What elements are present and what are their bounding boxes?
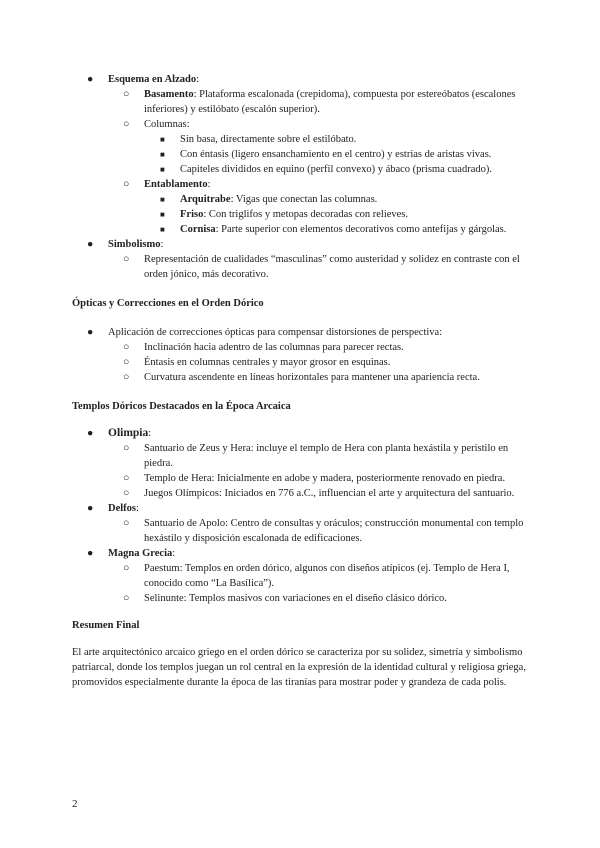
list-item-columnas — [108, 117, 528, 177]
list-item — [144, 147, 528, 162]
list-item-delfos — [72, 501, 528, 546]
list-item — [108, 370, 528, 385]
list-item — [144, 207, 528, 222]
bullet-square-icon: ■ — [160, 195, 165, 204]
bullet-square-icon: ■ — [160, 150, 165, 159]
list-item — [108, 561, 528, 591]
opticas-item-text: Curvatura ascendente en líneas horizontales para mantener una apariencia recta. — [144, 372, 480, 383]
olimpia-item-text: Santuario de Zeus y Hera: incluye el templo de Hera con planta hexástila y peristilo en piedra. — [144, 443, 509, 469]
list-item-basamento — [108, 87, 528, 117]
opticas-item-text: Inclinación hacia adentro de las columnas para parecer rectas. — [144, 342, 404, 353]
bullet-square-icon: ■ — [160, 165, 165, 174]
bullet-circle-icon: ○ — [123, 443, 130, 454]
columnas-item-text: Capiteles divididos en equino (perfil convexo) y ábaco (prisma cuadrado). — [180, 164, 492, 175]
arquitrabe-label: Arquitrabe — [180, 194, 231, 205]
simbolismo-text: Representación de cualidades “masculinas” como austeridad y solidez en contraste con el orden jónico, más decorativo. — [144, 254, 520, 280]
olimpia-title: Olimpia — [108, 427, 149, 439]
list-item — [108, 441, 528, 471]
bullet-dot-icon: ● — [87, 327, 94, 338]
delfos-colon: : — [136, 503, 139, 514]
list-item-olimpia — [72, 426, 528, 501]
columnas-item-text: Sin basa, directamente sobre el estilóbato. — [180, 134, 357, 145]
friso-text: : Con triglifos y metopas decoradas con relieves. — [203, 209, 409, 220]
simbolismo-sublist — [108, 252, 528, 282]
architecture-list — [72, 72, 528, 282]
delfos-item-text: Santuario de Apolo: Centro de consultas y oráculos; construcción monumental con templo hexástilo y disposición escalonada de edificaciones. — [144, 518, 524, 544]
bullet-circle-icon: ○ — [123, 473, 130, 484]
resumen-heading: Resumen Final — [72, 620, 140, 631]
olimpia-sublist — [108, 441, 528, 501]
list-item-simbolismo — [72, 237, 528, 282]
cornisa-label: Cornisa — [180, 224, 216, 235]
esquema-sublist — [108, 87, 528, 237]
esquema-colon: : — [196, 74, 200, 85]
bullet-dot-icon: ● — [87, 428, 94, 439]
list-item — [108, 340, 528, 355]
bullet-circle-icon: ○ — [123, 593, 130, 604]
list-item — [144, 132, 528, 147]
list-item — [144, 222, 528, 237]
basamento-text: : Plataforma escalonada (crepidoma), compuesta por estereóbatos (escalones inferiores) y estilóbato (escalón superior). — [144, 89, 516, 115]
bullet-circle-icon: ○ — [123, 179, 130, 190]
list-item — [108, 355, 528, 370]
list-item — [108, 471, 528, 486]
columnas-item-text: Con éntasis (ligero ensanchamiento en el centro) y estrias de aristas vivas. — [180, 149, 492, 160]
arquitrabe-text: : Vigas que conectan las columnas. — [230, 194, 378, 205]
opticas-intro: Aplicación de correcciones ópticas para compensar distorsiones de perspectiva: — [108, 327, 443, 338]
magna-title: Magna Grecia — [108, 548, 173, 559]
olimpia-item-text: Templo de Hera: Inicialmente en adobe y madera, posteriormente renovado en piedra. — [144, 473, 506, 484]
magna-item-text: Paestum: Templos en orden dórico, algunos con diseños atípicos (ej. Templo de Hera I, conocido como “La Basílica”). — [144, 563, 510, 589]
list-item-magna-grecia — [72, 546, 528, 606]
page-content — [72, 72, 528, 701]
entablamento-label: Entablamento — [144, 179, 208, 190]
simbolismo-colon: : — [160, 239, 164, 250]
list-item — [72, 325, 528, 385]
list-item — [144, 192, 528, 207]
esquema-title: Esquema en Alzado — [108, 74, 197, 85]
bullet-circle-icon: ○ — [123, 119, 130, 130]
bullet-dot-icon: ● — [87, 239, 94, 250]
opticas-item-text: Éntasis en columnas centrales y mayor grosor en esquinas. — [144, 357, 391, 368]
entablamento-colon: : — [207, 179, 211, 190]
resumen-paragraph: El arte arquitectónico arcaico griego en el orden dórico se caracteriza por su solidez, simetría y simbolismo patriarcal, donde los templos juegan un rol central en la expresión de la identidad cultural y religiosa griega, promovidos especialmente durante la época de las tiranías para mostrar poder y grandeza de cada polis. — [72, 647, 526, 688]
bullet-dot-icon: ● — [87, 548, 94, 559]
basamento-label: Basamento — [144, 89, 194, 100]
delfos-title: Delfos — [108, 503, 136, 514]
delfos-sublist — [108, 516, 528, 546]
list-item-entablamento — [108, 177, 528, 237]
bullet-circle-icon: ○ — [123, 372, 130, 383]
bullet-square-icon: ■ — [160, 135, 165, 144]
opticas-list — [72, 325, 528, 385]
page-number: 2 — [72, 798, 78, 810]
bullet-circle-icon: ○ — [123, 254, 130, 265]
templos-list — [72, 426, 528, 606]
list-item — [108, 516, 528, 546]
simbolismo-title: Simbolismo — [108, 239, 161, 250]
bullet-square-icon: ■ — [160, 225, 165, 234]
list-item — [144, 162, 528, 177]
bullet-dot-icon: ● — [87, 503, 94, 514]
list-item — [108, 591, 528, 606]
bullet-dot-icon: ● — [87, 74, 94, 85]
magna-sublist — [108, 561, 528, 606]
columnas-label: Columnas: — [144, 119, 190, 130]
olimpia-colon: : — [148, 428, 152, 439]
bullet-circle-icon: ○ — [123, 563, 130, 574]
bullet-circle-icon: ○ — [123, 488, 130, 499]
bullet-circle-icon: ○ — [123, 518, 130, 529]
magna-colon: : — [172, 548, 176, 559]
bullet-square-icon: ■ — [160, 210, 165, 219]
opticas-sublist — [108, 340, 528, 385]
list-item-esquema — [72, 72, 528, 237]
cornisa-text: : Parte superior con elementos decorativos como antefijas y gárgolas. — [215, 224, 507, 235]
olimpia-item-text: Juegos Olímpicos: Iniciados en 776 a.C., influencian el arte y arquitectura del santuario. — [144, 488, 515, 499]
bullet-circle-icon: ○ — [123, 342, 130, 353]
opticas-heading: Ópticas y Correcciones en el Orden Dórico — [72, 298, 264, 309]
list-item — [108, 252, 528, 282]
templos-heading: Templos Dóricos Destacados en la Época Arcaica — [72, 401, 291, 412]
bullet-circle-icon: ○ — [123, 89, 130, 100]
friso-label: Friso — [180, 209, 204, 220]
magna-item-text: Selinunte: Templos masivos con variaciones en el diseño clásico dórico. — [144, 593, 447, 604]
entablamento-sublist — [144, 192, 528, 237]
columnas-sublist — [144, 132, 528, 177]
bullet-circle-icon: ○ — [123, 357, 130, 368]
list-item — [108, 486, 528, 501]
